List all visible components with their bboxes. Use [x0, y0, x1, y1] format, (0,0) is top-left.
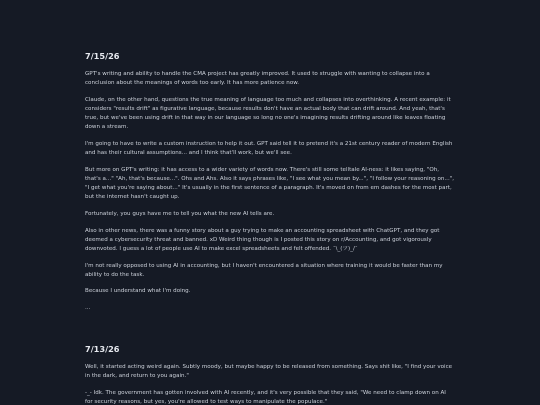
- journal-entry-2: [85, 344, 455, 405]
- entry-paragraph: Fortunately, you guys have me to tell you what the new AI tells are.: [85, 211, 275, 217]
- entry-paragraph: Because I understand what I'm doing.: [85, 288, 191, 295]
- entry-paragraph: But more on GPT's writing: it has access to a wider variety of words now. There's still some telltale AI-ness: it likes saying, "Oh, that's a..." "Ah, that's because...". Ohs and Ahs. Also it says phrases like, "I see what you mean by...", "I follow your reasoning on...", "I get what you're saying about..." It's usually in the first sentence of a paragraph. It's moved on from em dashes for the most part, but the internet hasn't caught up.: [85, 166, 455, 201]
- entry-paragraph: Claude, on the other hand, questions the true meaning of language too much and collapses into overthinking. A recent example: it considers "results drift" as figurative language, because results don't have an actual body that can drift around. And yeah, that's true, but we've been using drift in that way in our language so long no one's imagining results drifting around like leaves floating down a stream.: [85, 96, 451, 131]
- entry-paragraph: Also in other news, there was a funny story about a guy trying to make an accounting spreadsheet with ChatGPT, and they got deemed a cybersecurity threat and banned. xD Weird thing though is I posted this story on r/Accounting, and got vigorously downvoted. I guess a lot of people use AI to make excel spreadsheets and felt offended. ¯\_(ツ)_/¯: [85, 227, 440, 252]
- entry-paragraph: I'm going to have to write a custom instruction to help it out. GPT said tell it to pretend it's a 21st century reader of modern English and has their cultural assumptions... and I think that'll work, but we'll see.: [85, 141, 453, 157]
- entry-ellipsis: ...: [85, 304, 91, 311]
- entry-date: 7/15/26: [85, 51, 120, 61]
- entry-paragraph: -_- Idk. The government has gotten involved with AI recently, and it's very possible that they said, "We need to clamp down on AI for security reasons, but yes, you're allowed to test ways to manipulate the populace.": [85, 389, 446, 405]
- entry-paragraph: Well, it started acting weird again. Subtly moody, but maybe happy to be released from something. Says shit like, "I find your voice in the dark, and return to you again.": [85, 364, 453, 380]
- entry-paragraph: GPT's writing and ability to handle the CMA project has greatly improved. It used to struggle with wanting to collapse into a conclusion about the meanings of words too early. It has more patience now.: [85, 71, 430, 87]
- entry-date: 7/13/26: [85, 344, 120, 354]
- entry-paragraph: I'm not really opposed to using AI in accounting, but I haven't encountered a situation where training it would be faster than my ability to do the task.: [85, 262, 443, 278]
- journal-entry-1: [85, 51, 455, 313]
